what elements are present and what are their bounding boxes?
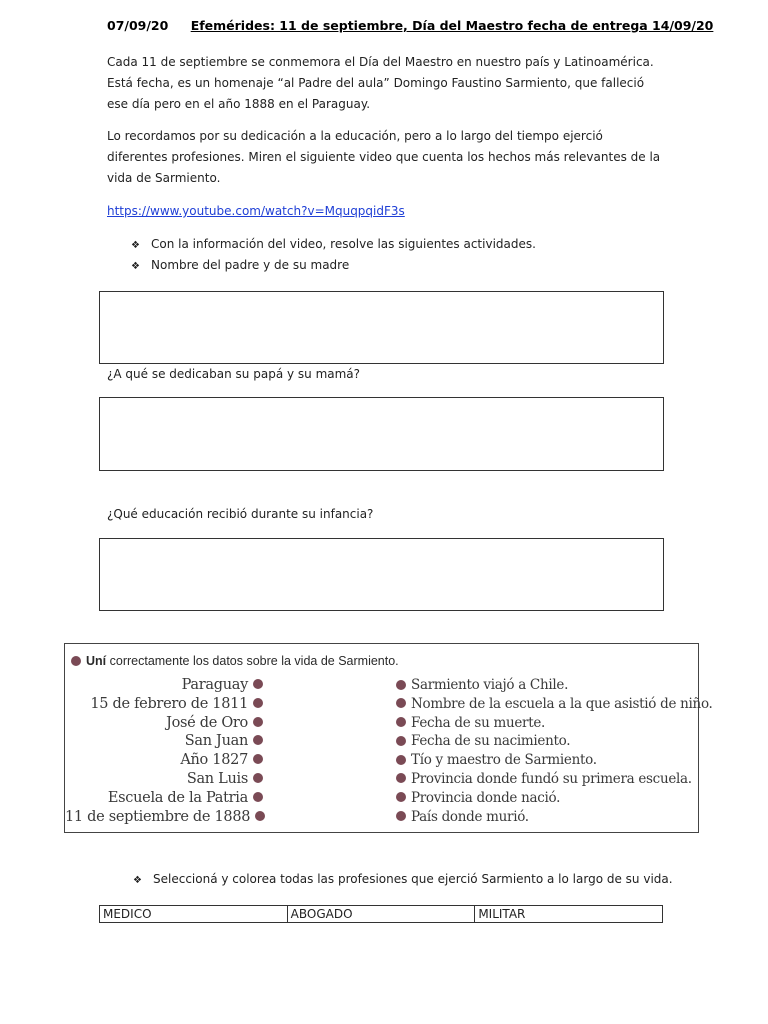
left-item-label: San Luis xyxy=(186,770,248,787)
right-item xyxy=(396,714,696,733)
matching-activity xyxy=(64,643,713,833)
match-dot-icon[interactable] xyxy=(396,736,406,746)
right-item xyxy=(396,676,696,695)
left-item xyxy=(65,695,263,714)
bullet-text: Seleccioná y colorea todas las profesiones que ejerció Sarmiento a lo largo de su vida. xyxy=(153,872,673,886)
professions-table xyxy=(99,905,663,923)
match-dot-icon[interactable] xyxy=(253,679,263,689)
intro-paragraph: Cada 11 de septiembre se conmemora el Día del Maestro en nuestro país y Latinoamérica. Está fecha, es un homenaje “al Padre del aula” Domingo Faustino Sarmiento, que falleció ese día pero en el año 1888 en el Paraguay. xyxy=(107,55,654,111)
right-item-label: Fecha de su muerte. xyxy=(411,714,545,731)
left-item-label: José de Oro xyxy=(166,714,248,731)
match-dot-icon[interactable] xyxy=(396,717,406,727)
right-item xyxy=(396,808,696,827)
left-item xyxy=(65,789,263,808)
left-item xyxy=(65,751,263,770)
right-item xyxy=(396,695,713,714)
match-dot-icon[interactable] xyxy=(396,811,406,821)
bullet-text: Con la información del video, resolve las siguientes actividades. xyxy=(151,237,536,251)
header-title: Efemérides: 11 de septiembre, Día del Maestro fecha de entrega 14/09/20 xyxy=(190,18,714,33)
left-item-label: 11 de septiembre de 1888 xyxy=(65,808,251,825)
activity-title-rest: correctamente los datos sobre la vida de Sarmiento. xyxy=(106,654,399,668)
left-column xyxy=(65,676,263,826)
match-dot-icon[interactable] xyxy=(253,792,263,802)
left-item xyxy=(65,714,263,733)
right-item-label: Provincia donde fundó su primera escuela. xyxy=(411,770,692,787)
match-dot-icon[interactable] xyxy=(396,698,406,708)
match-dot-icon[interactable] xyxy=(396,680,406,690)
header-date: 07/09/20 xyxy=(107,18,169,33)
match-dot-icon[interactable] xyxy=(253,698,263,708)
match-dot-icon[interactable] xyxy=(253,717,263,727)
right-item xyxy=(396,732,696,751)
bullet-text: Nombre del padre y de su madre xyxy=(151,258,350,272)
right-item xyxy=(396,770,696,789)
answer-box-childhood-education[interactable] xyxy=(99,538,664,611)
left-item xyxy=(65,770,263,789)
match-dot-icon[interactable] xyxy=(253,754,263,764)
left-item xyxy=(65,732,263,751)
bullet-instructions xyxy=(131,237,536,251)
diamond-bullet-icon: ❖ xyxy=(131,261,140,272)
right-item-label: Nombre de la escuela a la que asistió de niño. xyxy=(411,695,713,712)
activity-title xyxy=(71,654,399,668)
match-dot-icon[interactable] xyxy=(396,792,406,802)
left-item-label: Año 1827 xyxy=(180,752,248,769)
profession-cell[interactable]: MILITAR xyxy=(475,906,663,923)
left-item-label: Paraguay xyxy=(181,677,248,693)
profession-cell[interactable]: ABOGADO xyxy=(287,906,475,923)
diamond-bullet-icon: ❖ xyxy=(133,875,142,886)
right-item-label: Fecha de su nacimiento. xyxy=(411,733,571,750)
right-item xyxy=(396,751,696,770)
left-item xyxy=(65,676,263,695)
match-dot-icon[interactable] xyxy=(396,755,406,765)
right-column xyxy=(396,676,713,826)
left-item xyxy=(65,808,263,827)
right-item-label: Tío y maestro de Sarmiento. xyxy=(411,752,597,769)
bullet-professions xyxy=(133,872,673,886)
video-link[interactable]: https://www.youtube.com/watch?v=MquqpqidF3s xyxy=(107,204,405,218)
second-paragraph: Lo recordamos por su dedicación a la educación, pero a lo largo del tiempo ejerció diferentes profesiones. Miren el siguiente video que cuenta los hechos más relevantes de la vida de Sarmiento. xyxy=(107,129,661,185)
page-header xyxy=(107,18,714,33)
left-item-label: 15 de febrero de 1811 xyxy=(90,695,248,712)
table-row xyxy=(100,906,663,923)
profession-cell[interactable]: MEDICO xyxy=(100,906,288,923)
answer-box-parents-names[interactable] xyxy=(99,291,664,364)
right-item-label: Sarmiento viajó a Chile. xyxy=(411,677,569,693)
diamond-bullet-icon: ❖ xyxy=(131,240,140,251)
dot-icon xyxy=(71,656,81,666)
right-item-label: Provincia donde nació. xyxy=(411,789,561,806)
left-item-label: Escuela de la Patria xyxy=(107,789,248,806)
match-dot-icon[interactable] xyxy=(253,735,263,745)
left-item-label: San Juan xyxy=(184,733,248,750)
match-dot-icon[interactable] xyxy=(396,773,406,783)
question-childhood-education: ¿Qué educación recibió durante su infancia? xyxy=(107,507,374,521)
answer-box-parents-jobs[interactable] xyxy=(99,397,664,471)
match-dot-icon[interactable] xyxy=(255,811,265,821)
right-item xyxy=(396,789,696,808)
question-parents-jobs: ¿A qué se dedicaban su papá y su mamá? xyxy=(107,367,361,381)
match-dot-icon[interactable] xyxy=(253,773,263,783)
activity-title-bold: Uní xyxy=(86,654,107,668)
bullet-parents-names xyxy=(131,258,349,272)
right-item-label: País donde murió. xyxy=(411,808,529,825)
